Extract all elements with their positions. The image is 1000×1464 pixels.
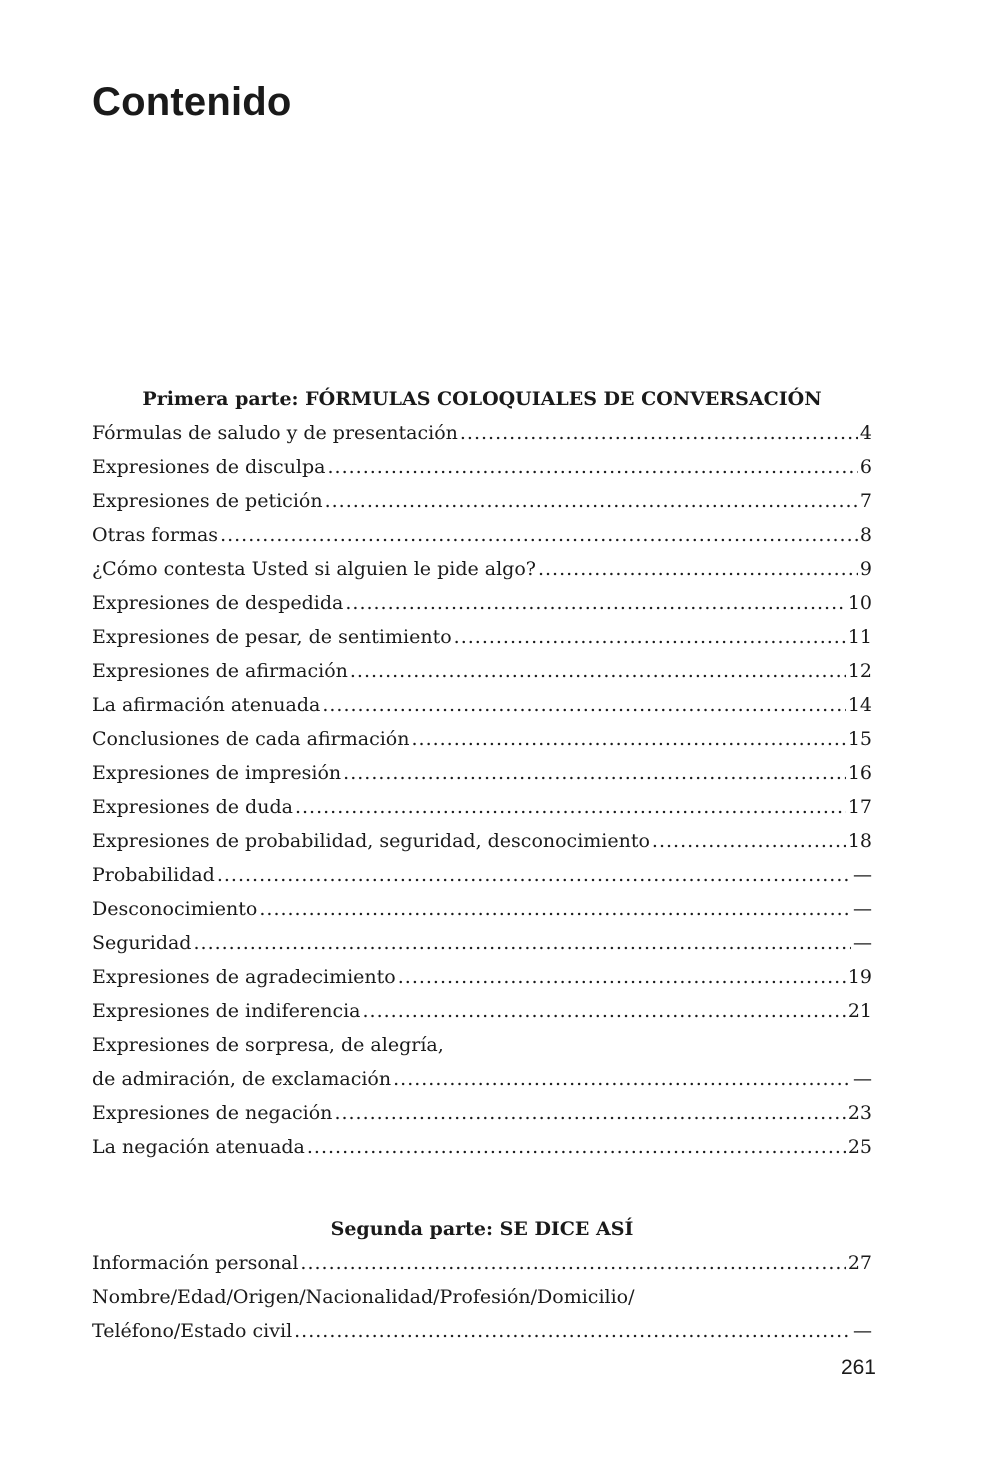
toc-entry [92, 824, 872, 858]
toc-entry-title: Conclusiones de cada afirmación [92, 728, 410, 750]
dot-leader [328, 450, 858, 484]
toc-entry [92, 416, 872, 450]
toc-entry-title: Expresiones de duda [92, 796, 293, 818]
toc-entry-title: Expresiones de agradecimiento [92, 966, 396, 988]
toc-entry [92, 960, 872, 994]
toc-entry-title: La negación atenuada [92, 1136, 305, 1158]
toc-entry-page: 6 [859, 456, 872, 478]
toc-entry-title: Expresiones de impresión [92, 762, 342, 784]
toc-entry [92, 926, 872, 960]
toc-entry [92, 654, 872, 688]
toc-entry [92, 790, 872, 824]
toc-entry-title: Expresiones de petición [92, 490, 323, 512]
toc-entry-title: ¿Cómo contesta Usted si alguien le pide algo? [92, 558, 536, 580]
toc-entry-page: 15 [847, 728, 872, 750]
dot-leader [294, 1314, 851, 1348]
toc-entry-page: 12 [847, 660, 872, 682]
toc-entry-page: 9 [859, 558, 872, 580]
toc-entry-title: Expresiones de afirmación [92, 660, 348, 682]
dot-leader [345, 586, 845, 620]
toc-entry [92, 688, 872, 722]
dot-leader [454, 620, 846, 654]
toc-entry-page: 23 [847, 1102, 872, 1124]
dot-leader [300, 1246, 845, 1280]
toc-entry [92, 1096, 872, 1130]
toc-entry-title: Otras formas [92, 524, 219, 546]
toc-entry-page: 10 [847, 592, 872, 614]
dot-leader [398, 960, 846, 994]
toc-entry-page: 21 [847, 1000, 872, 1022]
dot-leader [393, 1062, 851, 1096]
toc-entry [92, 620, 872, 654]
toc-entry-title: Probabilidad [92, 864, 215, 886]
toc-entry [92, 1062, 872, 1096]
toc-entry [92, 756, 872, 790]
toc-entry-page: 25 [847, 1136, 872, 1158]
table-of-contents [92, 382, 872, 1348]
toc-entry-page: 17 [847, 796, 872, 818]
toc-entry [92, 484, 872, 518]
toc-entry [92, 1130, 872, 1164]
dot-leader [652, 824, 846, 858]
toc-entry-title: Expresiones de probabilidad, seguridad, desconocimiento [92, 830, 650, 852]
dot-leader [343, 756, 846, 790]
toc-entry-page: 27 [847, 1252, 872, 1274]
section-heading-primera-parte: Primera parte: FÓRMULAS COLOQUIALES DE CONVERSACIÓN [142, 388, 822, 410]
toc-entry-title: Información personal [92, 1252, 299, 1274]
dot-leader [322, 688, 845, 722]
page-title: Contenido [92, 80, 292, 124]
toc-entry-page: 4 [859, 422, 872, 444]
toc-entry-page: 11 [847, 626, 872, 648]
toc-entry-title: Desconocimiento [92, 898, 258, 920]
dot-leader [334, 1096, 845, 1130]
toc-entry-page: — [853, 864, 872, 886]
dot-leader [193, 926, 851, 960]
dot-leader [259, 892, 851, 926]
toc-entry-page: — [853, 898, 872, 920]
dot-leader [460, 416, 858, 450]
toc-entry [92, 722, 872, 756]
dot-leader [538, 552, 858, 586]
toc-entry-page: — [853, 932, 872, 954]
toc-entry-title: de admiración, de exclamación [92, 1068, 392, 1090]
toc-entry [92, 994, 872, 1028]
toc-entry-title: La afirmación atenuada [92, 694, 321, 716]
section-spacer [92, 1164, 872, 1212]
toc-entry-title-line: Nombre/Edad/Origen/Nacionalidad/Profesión/Domicilio/ [92, 1286, 635, 1308]
toc-entry [92, 892, 872, 926]
dot-leader [411, 722, 845, 756]
dot-leader [350, 654, 846, 688]
toc-entry [92, 518, 872, 552]
toc-entry-title: Teléfono/Estado civil [92, 1320, 293, 1342]
toc-entry-page: 18 [847, 830, 872, 852]
toc-entry-title: Expresiones de indiferencia [92, 1000, 361, 1022]
toc-entry-title: Expresiones de despedida [92, 592, 344, 614]
toc-entry-page: 8 [859, 524, 872, 546]
toc-entry-title: Expresiones de disculpa [92, 456, 326, 478]
toc-entry [92, 586, 872, 620]
page-number: 261 [840, 1356, 876, 1379]
dot-leader [325, 484, 858, 518]
dot-leader [217, 858, 851, 892]
toc-entry-page: 16 [847, 762, 872, 784]
toc-entry [92, 1246, 872, 1280]
toc-entry [92, 552, 872, 586]
dot-leader [363, 994, 846, 1028]
toc-entry [92, 858, 872, 892]
toc-entry [92, 1314, 872, 1348]
dot-leader [220, 518, 858, 552]
dot-leader [295, 790, 846, 824]
toc-entry-page: — [853, 1068, 872, 1090]
toc-entry-title: Seguridad [92, 932, 192, 954]
toc-entry-title: Fórmulas de saludo y de presentación [92, 422, 458, 444]
toc-entry-page: 14 [847, 694, 872, 716]
toc-entry-page: 19 [847, 966, 872, 988]
toc-entry-title: Expresiones de negación [92, 1102, 333, 1124]
toc-entry [92, 450, 872, 484]
toc-entry-page: — [853, 1320, 872, 1342]
toc-entry-page: 7 [859, 490, 872, 512]
section-heading-segunda-parte: Segunda parte: SE DICE ASÍ [330, 1218, 634, 1240]
toc-entry-title-line: Expresiones de sorpresa, de alegría, [92, 1034, 444, 1056]
toc-entry-title: Expresiones de pesar, de sentimiento [92, 626, 452, 648]
dot-leader [307, 1130, 846, 1164]
